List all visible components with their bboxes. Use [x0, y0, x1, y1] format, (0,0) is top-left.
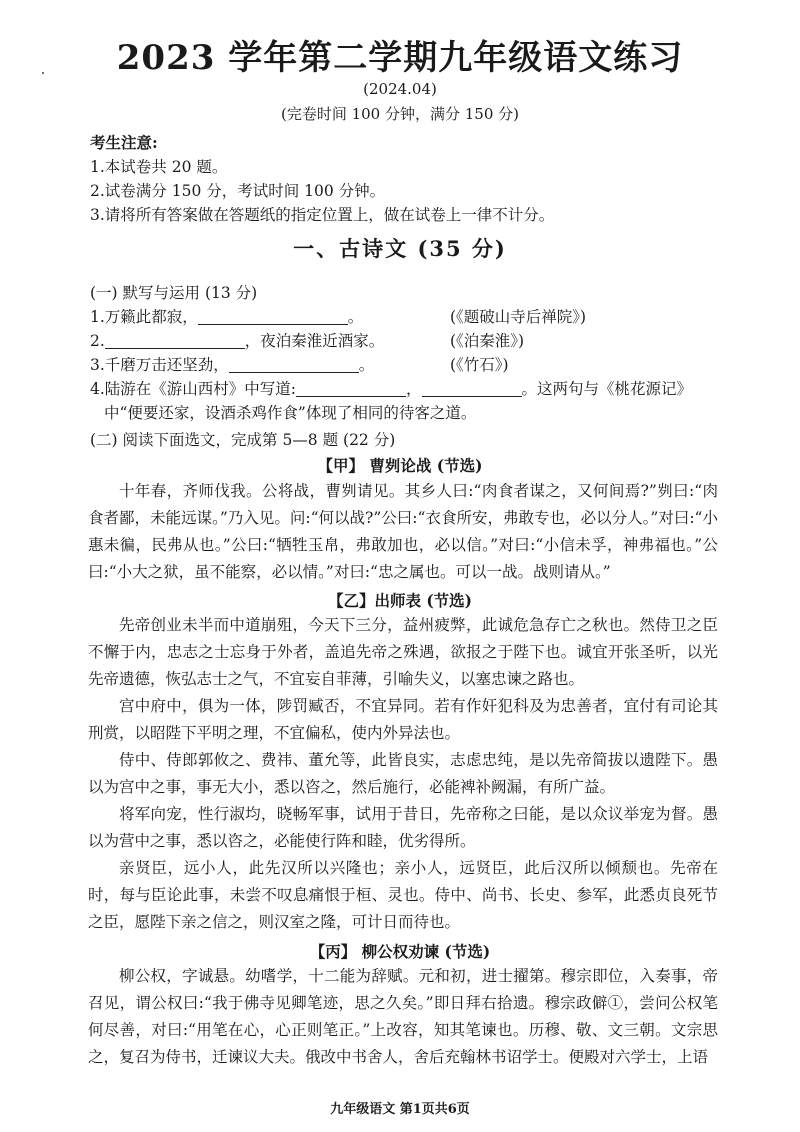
- question-text: 1.万籁此都寂，: [90, 308, 198, 326]
- question-4-line2: 中“便要还家，设酒杀鸡作食”体现了相同的待客之道。: [104, 404, 477, 422]
- answer-blank[interactable]: [422, 380, 522, 397]
- passage-yi-para: 宫中府中，俱为一体，陟罚臧否，不宜异同。若有作奸犯科及为忠善者，宜付有司论其刑赏，以昭陛下平明之理，不宜偏私，使内外异法也。: [88, 697, 718, 742]
- passage-yi-para: 先帝创业未半而中道崩殂，今天下三分，益州疲弊，此诚危急存亡之秋也。然侍卫之臣不懈于内，忠志之士忘身于外者，盖追先帝之殊遇，欲报之于陛下也。诚宜开张圣听，以光先帝遗德，恢弘志士之气，不宜妄自菲薄，引喻失义，以塞忠谏之路也。: [88, 616, 718, 688]
- question-3: [90, 353, 374, 375]
- passage-yi-para: 将军向宠，性行淑均，晓畅军事，试用于昔日，先帝称之曰能，是以众议举宠为督。愚以为营中之事，悉以咨之，必能使行阵和睦，优劣得所。: [88, 805, 718, 850]
- exam-title: 2023 学年第二学期九年级语文练习: [116, 38, 684, 78]
- notice-item: 3.请将所有答案做在答题纸的指定位置上，做在试卷上一律不计分。: [90, 206, 555, 224]
- question-source: (《题破山寺后禅院》): [450, 308, 587, 326]
- part1-heading: (一) 默写与运用 (13 分): [90, 284, 258, 302]
- question-text: 。这两句与《桃花源记》: [521, 380, 693, 398]
- section-title: 一、古诗文 (35 分): [293, 236, 507, 261]
- answer-blank[interactable]: [105, 332, 245, 349]
- notice-item: 2.试卷满分 150 分，考试时间 100 分钟。: [90, 182, 386, 200]
- question-text: 3.千磨万击还坚劲，: [90, 356, 229, 374]
- question-text: 4.陆游在《游山西村》中写道:: [90, 380, 297, 398]
- question-4: [90, 377, 692, 399]
- question-source: (《泊秦淮》): [450, 332, 525, 350]
- question-text: 。: [358, 356, 375, 374]
- answer-blank[interactable]: [229, 356, 359, 373]
- answer-blank[interactable]: [296, 380, 406, 397]
- question-2: [90, 329, 384, 351]
- notice-item: 1.本试卷共 20 题。: [90, 158, 228, 176]
- exam-meta: (完卷时间 100 分钟，满分 150 分): [280, 105, 520, 123]
- page-footer: 九年级语文 第1页共6页: [330, 1102, 470, 1117]
- passage-title-yi: 【乙】出师表 (节选): [327, 591, 473, 610]
- passage-title-jia: 【甲】 曹刿论战 (节选): [317, 456, 483, 475]
- notice-heading: 考生注意:: [90, 133, 158, 152]
- question-text: ，夜泊秦淮近酒家。: [244, 332, 385, 350]
- passage-bing-text: 柳公权，字诚悬。幼嗜学，十二能为辞赋。元和初，进士擢第。穆宗即位，入奏事，帝召见，谓公权曰:“我于佛寺见卿笔迹，思之久矣。”即日拜右拾遗。穆宗政僻①，尝问公权笔何尽善，对曰:“用笔在心，心正则笔正。”上改容，知其笔谏也。历穆、敬、文三朝。文宗思之，复召为侍书，迁谏议大夫。俄改中书舍人，舍后充翰林书诏学士。便殿对六学士，上语: [88, 967, 718, 1066]
- question-text: ，: [406, 380, 422, 398]
- answer-blank[interactable]: [198, 308, 348, 325]
- question-text: 2.: [90, 332, 105, 350]
- question-text: 。: [347, 308, 364, 326]
- passage-yi-para: 侍中、侍郎郭攸之、费祎、董允等，此皆良实，志虑忠纯，是以先帝简拔以遗陛下。愚以为宫中之事，事无大小，悉以咨之，然后施行，必能裨补阙漏，有所广益。: [88, 751, 718, 796]
- part2-heading: (二) 阅读下面选文，完成第 5—8 题 (22 分): [90, 431, 396, 449]
- passage-yi-para: 亲贤臣，远小人，此先汉所以兴隆也；亲小人，远贤臣，此后汉所以倾颓也。先帝在时，每与臣论此事，未尝不叹息痛恨于桓、灵也。侍中、尚书、长史、参军，此悉贞良死节之臣，愿陛下亲之信之，则汉室之隆，可计日而待也。: [88, 859, 718, 931]
- passage-title-bing: 【丙】 柳公权劝谏 (节选): [309, 942, 491, 961]
- question-source: (《竹石》): [450, 356, 509, 374]
- passage-jia-text: 十年春，齐师伐我。公将战，曹刿请见。其乡人曰:“肉食者谋之，又何间焉?”刿曰:“肉食者鄙，未能远谋。”乃入见。问:“何以战?”公曰:“衣食所安，弗敢专也，必以分人。”对曰:“小惠未徧，民弗从也。”公曰:“牺牲玉帛，弗敢加也，必以信。”对曰:“小信未孚，神弗福也。”公曰:“小大之狱，虽不能察，必以情。”对曰:“忠之属也。可以一战。战则请从。”: [88, 482, 718, 581]
- question-1: [90, 305, 363, 327]
- exam-date: (2024.04): [363, 80, 437, 98]
